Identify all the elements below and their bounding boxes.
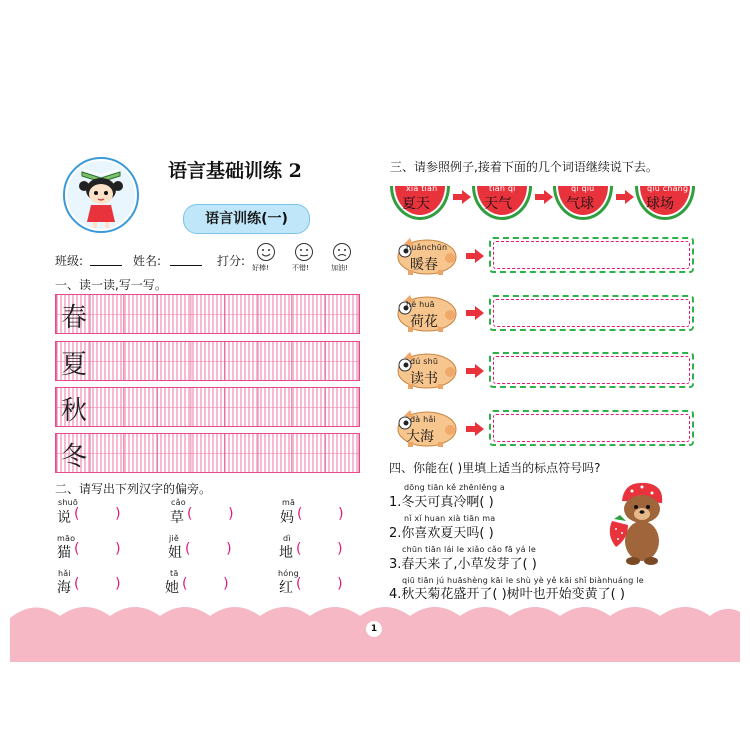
class-blank[interactable] (90, 265, 122, 266)
arrow-right-icon (466, 306, 484, 320)
question-2[interactable]: 2.你喜欢夏天吗( ) (389, 526, 494, 541)
radical-char: 草 (170, 510, 184, 526)
example-pinyin: qì qiú (571, 184, 595, 193)
radical-answer[interactable]: ( ) (74, 506, 121, 522)
pig-word: 暖春 (410, 257, 438, 273)
subtitle-pill (183, 204, 310, 234)
pig-pinyin: dà hǎi (410, 415, 436, 424)
radical-pinyin: dì (283, 534, 291, 543)
radical-pinyin: tā (170, 569, 179, 578)
radical-char: 她 (165, 580, 179, 596)
bear-with-strawberry-icon (606, 477, 672, 567)
subtitle-text: 语言训练(一) (205, 211, 288, 227)
radical-answer[interactable]: ( ) (296, 576, 343, 592)
arrow-right-icon (535, 190, 553, 204)
radical-answer[interactable]: ( ) (185, 541, 232, 557)
radical-pinyin: cǎo (171, 498, 186, 507)
answer-box[interactable] (489, 295, 694, 331)
radical-char: 猫 (57, 545, 71, 561)
writing-grid-row-1[interactable] (55, 294, 360, 334)
example-pinyin: xià tiān (406, 184, 438, 193)
sad-face-icon[interactable] (332, 242, 352, 262)
question-1[interactable]: 1.冬天可真冷啊( ) (389, 495, 494, 510)
radical-char: 地 (279, 545, 293, 561)
page-number-badge (366, 621, 382, 637)
radical-answer[interactable]: ( ) (297, 506, 344, 522)
section1-heading: 一、读一读,写一写。 (55, 278, 167, 292)
neutral-face-icon[interactable] (294, 242, 314, 262)
writing-grid-row-3[interactable] (55, 387, 360, 427)
section2-heading: 二、请写出下列汉字的偏旁。 (55, 482, 212, 496)
pig-word: 荷花 (410, 314, 438, 330)
radical-pinyin: hóng (278, 569, 299, 578)
radical-answer[interactable]: ( ) (182, 576, 229, 592)
radical-answer[interactable]: ( ) (74, 541, 121, 557)
face-label-good: 不错! (292, 264, 309, 272)
pig-word: 读书 (410, 371, 438, 387)
radical-answer[interactable]: ( ) (296, 541, 343, 557)
page-title: 语言基础训练 2 (168, 160, 302, 182)
answer-box[interactable] (489, 237, 694, 273)
radical-char: 说 (57, 510, 71, 526)
model-char: 春 (61, 303, 88, 333)
radical-pinyin: māo (57, 534, 76, 543)
model-char: 冬 (61, 442, 88, 472)
answer-box[interactable] (489, 352, 694, 388)
arrow-right-icon (466, 364, 484, 378)
model-char: 秋 (61, 396, 88, 426)
pig-pinyin: nuǎnchūn (406, 243, 448, 252)
radical-pinyin: shuō (58, 498, 79, 507)
section4-heading: 四、你能在( )里填上适当的标点符号吗? (389, 461, 601, 475)
radical-pinyin: jiě (169, 534, 179, 543)
radical-char: 红 (279, 580, 293, 596)
writing-grid-row-4[interactable] (55, 433, 360, 473)
pig-pinyin: dú shū (410, 357, 439, 366)
answer-box[interactable] (489, 410, 694, 446)
example-word: 球场 (646, 196, 674, 212)
name-blank[interactable] (170, 265, 202, 266)
arrow-right-icon (616, 190, 634, 204)
radical-pinyin: hǎi (58, 569, 71, 578)
page-number: 1 (370, 624, 378, 634)
face-label-great: 好棒! (252, 264, 269, 272)
radical-pinyin: mā (282, 498, 296, 507)
example-pinyin: tiān qì (489, 184, 516, 193)
girl-mascot-icon (62, 156, 140, 234)
name-label: 姓名: (133, 254, 162, 268)
writing-grid-row-2[interactable] (55, 341, 360, 381)
happy-face-icon[interactable] (256, 242, 276, 262)
question-pinyin: qiū tiān jú huāshèng kāi le shù yè yě kāi shǐ biànhuáng le (402, 576, 644, 585)
example-pinyin: qiú chǎng (647, 184, 689, 193)
question-pinyin: dōng tiān kě zhēnlěng a (404, 483, 505, 492)
radical-char: 海 (57, 580, 71, 596)
pig-pinyin: hé huā (406, 300, 435, 309)
arrow-right-icon (453, 190, 471, 204)
radical-char: 妈 (280, 510, 294, 526)
question-pinyin: nǐ xǐ huan xià tiān ma (404, 514, 496, 523)
example-word: 夏天 (402, 196, 430, 212)
model-char: 夏 (61, 350, 88, 380)
pig-word: 大海 (406, 429, 434, 445)
section3-heading: 三、请参照例子,接着下面的几个词语继续说下去。 (390, 160, 658, 174)
radical-char: 姐 (168, 545, 182, 561)
face-label-cheer: 加油! (331, 264, 348, 272)
score-label: 打分: (217, 254, 246, 268)
question-pinyin: chūn tiān lái le xiǎo cǎo fā yá le (402, 545, 537, 554)
question-4[interactable]: 4.秋天菊花盛开了( )树叶也开始变黄了( ) (389, 587, 625, 602)
radical-answer[interactable]: ( ) (187, 506, 234, 522)
example-word: 天气 (484, 196, 512, 212)
class-label: 班级: (55, 254, 84, 268)
example-word: 气球 (566, 196, 594, 212)
arrow-right-icon (466, 249, 484, 263)
question-3[interactable]: 3.春天来了,小草发芽了( ) (389, 557, 537, 572)
arrow-right-icon (466, 422, 484, 436)
radical-answer[interactable]: ( ) (74, 576, 121, 592)
